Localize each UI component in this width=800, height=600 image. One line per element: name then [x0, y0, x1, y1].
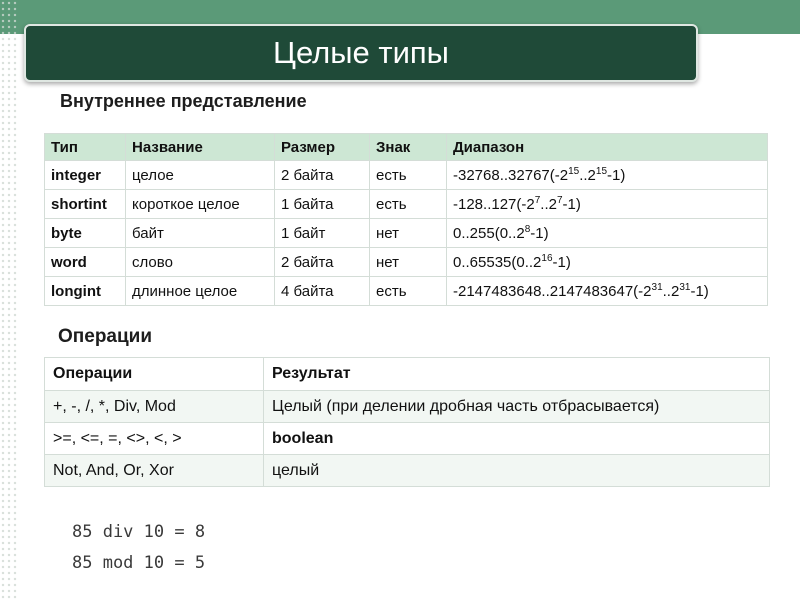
cell-type: shortint: [45, 190, 126, 219]
cell-range: [447, 277, 768, 306]
cell-range: [447, 190, 768, 219]
cell-sign: есть: [370, 190, 447, 219]
cell-sign: есть: [370, 161, 447, 190]
cell-range: [447, 161, 768, 190]
cell-name: целое: [126, 161, 275, 190]
types-table: [44, 133, 768, 306]
cell-sign: нет: [370, 248, 447, 277]
table-row: [45, 391, 770, 423]
range-exponent: 31: [679, 281, 691, 293]
cell-operations: >=, <=, =, <>, <, >: [45, 423, 264, 455]
cell-result: целый: [264, 455, 770, 487]
cell-type: integer: [45, 161, 126, 190]
code-line: 85 mod 10 = 5: [72, 553, 206, 573]
range-text: -2147483648..2147483647(-2: [453, 282, 652, 300]
range-text: ..2: [662, 282, 680, 300]
table-row: [45, 161, 768, 190]
header-type: Тип: [45, 134, 126, 161]
header-result: Результат: [264, 358, 770, 391]
range-text: -1): [552, 253, 571, 271]
cell-result: Целый (при делении дробная часть отбрасывается): [264, 391, 770, 423]
range-exponent: 7: [534, 194, 541, 206]
range-exponent: 31: [651, 281, 663, 293]
cell-sign: есть: [370, 277, 447, 306]
range-exponent: 7: [556, 194, 563, 206]
range-exponent: 15: [568, 165, 580, 177]
operations-table-header-row: [45, 358, 770, 391]
cell-range: [447, 219, 768, 248]
cell-operations: Not, And, Or, Xor: [45, 455, 264, 487]
table-row: [45, 248, 768, 277]
cell-sign: нет: [370, 219, 447, 248]
cell-result: boolean: [264, 423, 770, 455]
range-exponent: 16: [541, 252, 553, 264]
dotted-decoration: [0, 0, 18, 600]
header-sign: Знак: [370, 134, 447, 161]
cell-size: 2 байта: [275, 161, 370, 190]
cell-size: 2 байта: [275, 248, 370, 277]
range-text: -1): [562, 195, 581, 213]
range-text: -32768..32767(-2: [453, 166, 569, 184]
title-bar: [24, 24, 698, 82]
cell-name: короткое целое: [126, 190, 275, 219]
range-exponent: 8: [524, 223, 531, 235]
header-size: Размер: [275, 134, 370, 161]
cell-operations: +, -, /, *, Div, Mod: [45, 391, 264, 423]
cell-range: [447, 248, 768, 277]
operations-table: [44, 357, 770, 487]
header-name: Название: [126, 134, 275, 161]
table-row: [45, 455, 770, 487]
cell-name: слово: [126, 248, 275, 277]
operations-heading: Операции: [58, 326, 153, 347]
header-operations: Операции: [45, 358, 264, 391]
code-examples: [72, 517, 205, 579]
cell-size: 1 байт: [275, 219, 370, 248]
cell-name: длинное целое: [126, 277, 275, 306]
subtitle: Внутреннее представление: [60, 91, 307, 111]
header-range: Диапазон: [447, 134, 768, 161]
slide-title: Целые типы: [273, 35, 449, 70]
table-row: [45, 277, 768, 306]
range-text: -1): [607, 166, 626, 184]
range-text: 0..65535(0..2: [453, 253, 542, 271]
cell-size: 1 байта: [275, 190, 370, 219]
cell-type: longint: [45, 277, 126, 306]
range-text: -1): [530, 224, 549, 242]
table-row: [45, 423, 770, 455]
range-text: ..2: [579, 166, 596, 184]
range-text: -1): [690, 282, 709, 300]
code-line: 85 div 10 = 8: [72, 522, 206, 542]
range-text: ..2: [540, 195, 557, 213]
cell-name: байт: [126, 219, 275, 248]
cell-type: word: [45, 248, 126, 277]
range-text: -128..127(-2: [453, 195, 535, 213]
table-row: [45, 219, 768, 248]
range-exponent: 15: [595, 165, 608, 177]
cell-type: byte: [45, 219, 126, 248]
types-table-header-row: [45, 134, 768, 161]
range-text: 0..255(0..2: [453, 224, 525, 242]
table-row: [45, 190, 768, 219]
cell-size: 4 байта: [275, 277, 370, 306]
